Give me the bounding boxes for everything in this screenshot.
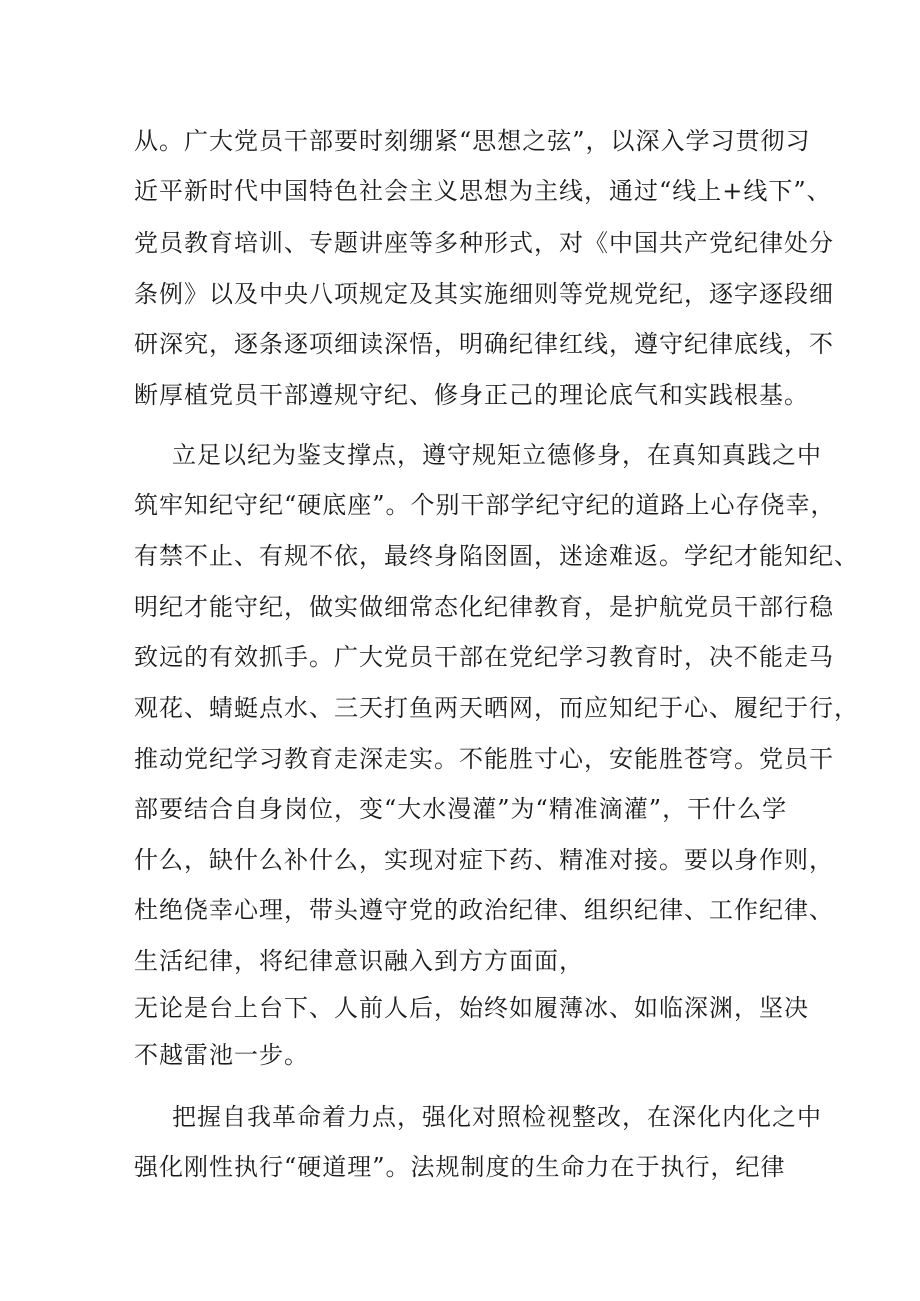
paragraph-2-line-13: 不越雷池一步。 [134,1041,309,1069]
paragraph-1-line-1: 从。广大党员干部要时刻绷紧“思想之弦”，以深入学习贯彻习 [134,127,811,155]
paragraph-2-line-8: 部要结合自身岗位，变“大水漫灌”为“精准滴灌”，干什么学 [134,795,788,823]
paragraph-1-line-4: 条例》以及中央八项规定及其实施细则等党规党纪，逐字逐段细 [134,280,834,308]
paragraph-2-line-4: 明纪才能守纪，做实做细常态化纪律教育，是护航党员干部行稳 [134,593,834,621]
paragraph-2-line-11: 生活纪律，将纪律意识融入到方方面面， [134,947,584,975]
paragraph-2-line-3: 有禁不止、有规不依，最终身陷囹圄，迷途难返。学纪才能知纪、 [134,542,859,570]
paragraph-2-line-6: 观花、蜻蜓点水、三天打鱼两天晒网，而应知纪于心、履纪于行， [134,694,859,722]
paragraph-2-line-12: 无论是台上台下、人前人后，始终如履薄冰、如临深渊，坚决 [134,994,809,1022]
paragraph-3-line-2: 强化刚性执行“硬道理”。法规制度的生命力在于执行，纪律 [134,1153,786,1181]
paragraph-1-line-6: 断厚植党员干部遵规守纪、修身正己的理论底气和实践根基。 [134,381,809,409]
paragraph-2-line-7: 推动党纪学习教育走深走实。不能胜寸心，安能胜苍穹。党员干 [134,745,834,773]
paragraph-3-line-1: 把握自我革命着力点，强化对照检视整改，在深化内化之中 [172,1103,822,1131]
paragraph-2-line-2: 筑牢知纪守纪“硬底座”。个别干部学纪守纪的道路上心存侥幸， [134,491,836,519]
paragraph-2-line-9: 什么，缺什么补什么，实现对症下药、精准对接。要以身作则， [134,846,834,874]
paragraph-1-line-3: 党员教育培训、专题讲座等多种形式，对《中国共产党纪律处分 [134,229,834,257]
paragraph-2-line-5: 致远的有效抓手。广大党员干部在党纪学习教育时，决不能走马 [134,643,834,671]
paragraph-2-line-1: 立足以纪为鉴支撑点，遵守规矩立德修身，在真知真践之中 [172,441,822,469]
paragraph-1-line-2: 近平新时代中国特色社会主义思想为主线，通过“线上+线下”、 [134,177,832,205]
paragraph-1-line-5: 研深究，逐条逐项细读深悟，明确纪律红线，遵守纪律底线，不 [134,330,834,358]
paragraph-2-line-10: 杜绝侥幸心理，带头遵守党的政治纪律、组织纪律、工作纪律、 [134,896,834,924]
